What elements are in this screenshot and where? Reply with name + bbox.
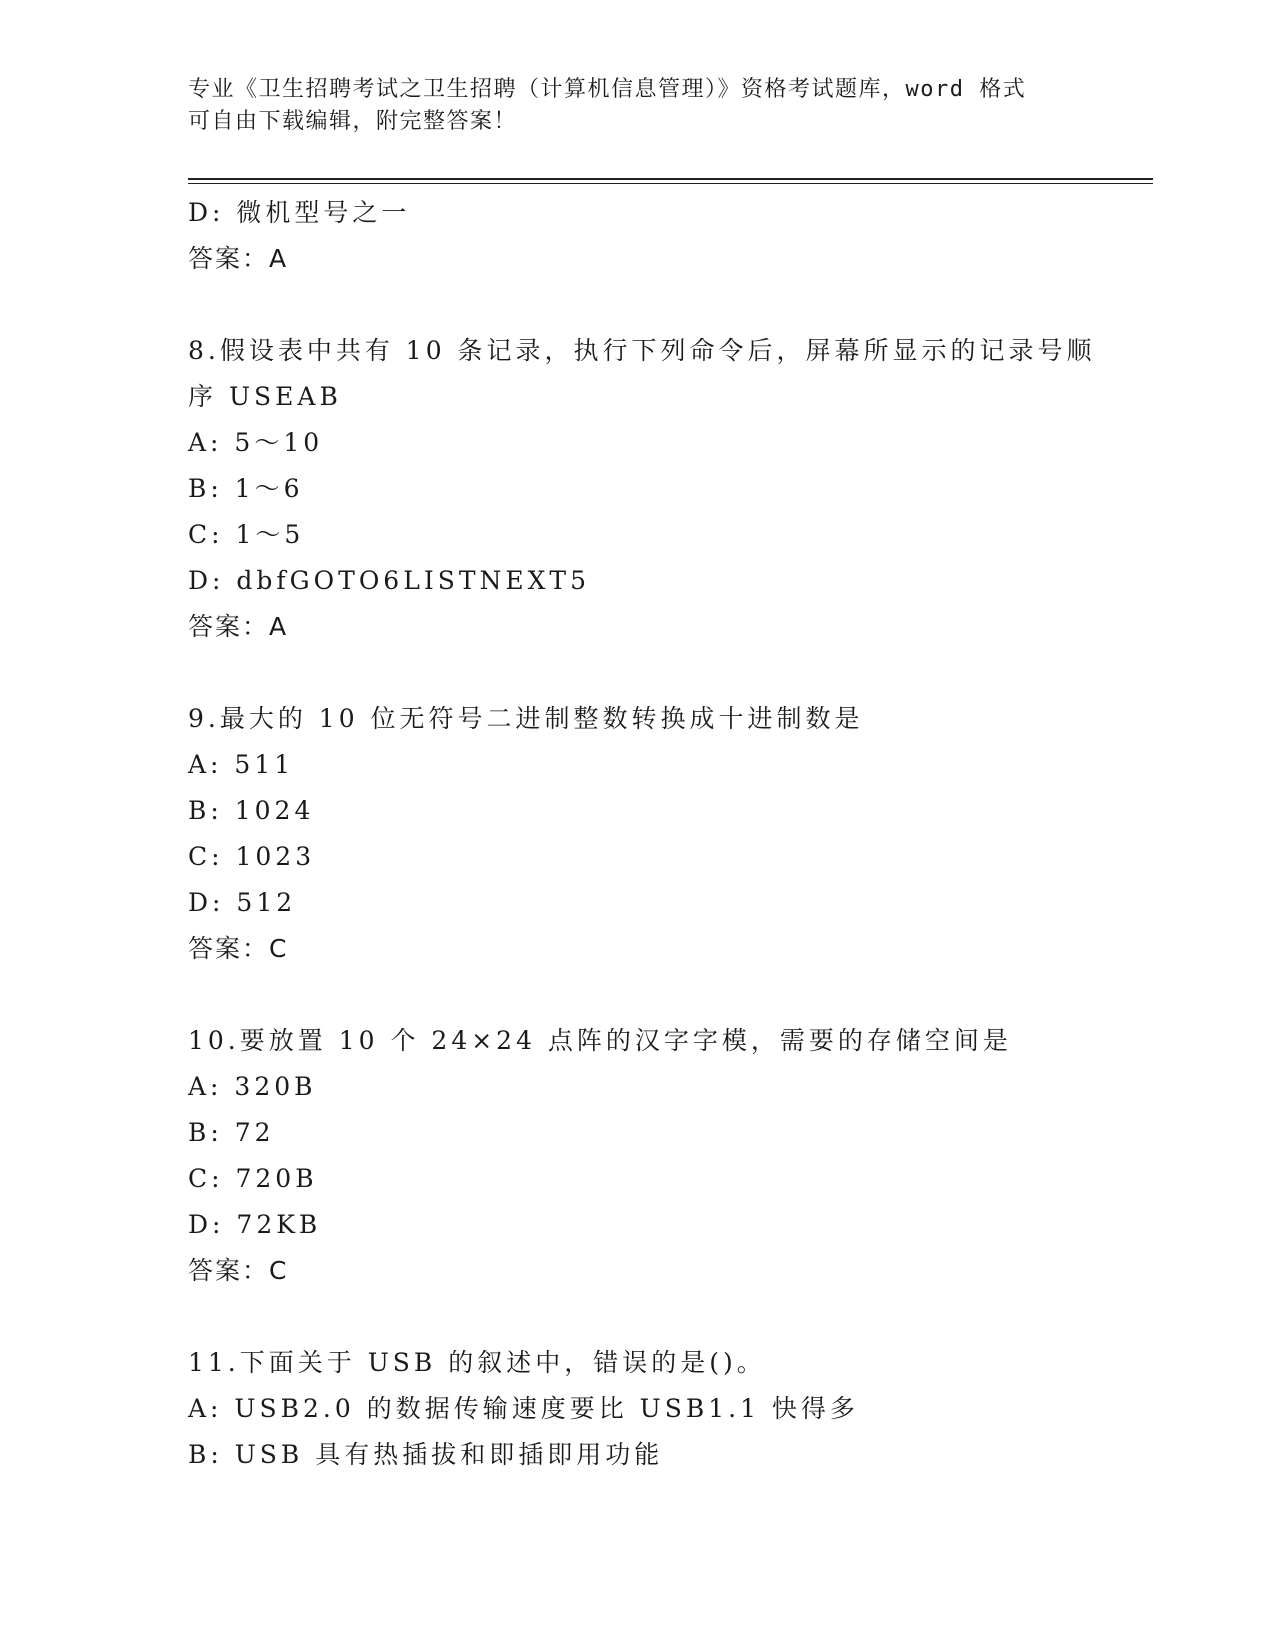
- option-b: B: 1024: [188, 796, 315, 825]
- spacer: [188, 972, 1148, 1018]
- question-stem: 9.最大的 10 位无符号二进制整数转换成十进制数是: [188, 704, 864, 733]
- question-10: [188, 1018, 1148, 1294]
- option-d: D: 微机型号之一: [188, 198, 411, 227]
- answer-line: 答案：C: [188, 1256, 289, 1285]
- question-11: [188, 1340, 1148, 1478]
- option-c: C: 1023: [188, 842, 316, 871]
- header-line-2: 可自由下载编辑，附完整答案！: [188, 109, 518, 134]
- option-c: C: 720B: [188, 1164, 318, 1193]
- question-9: [188, 696, 1148, 972]
- option-a: A: 5～10: [188, 428, 324, 457]
- question-list: [188, 190, 1148, 1478]
- option-b: B: 72: [188, 1118, 275, 1147]
- spacer: [188, 282, 1148, 328]
- answer-line: 答案：A: [188, 612, 289, 641]
- spacer: [188, 650, 1148, 696]
- question-8: [188, 328, 1148, 650]
- option-d: D: 72KB: [188, 1210, 322, 1239]
- answer-line: 答案：C: [188, 934, 289, 963]
- document-header: [188, 74, 1088, 138]
- option-a: A: 511: [188, 750, 295, 779]
- answer-line: 答案：A: [188, 244, 289, 273]
- spacer: [188, 1294, 1148, 1340]
- option-c: C: 1～5: [188, 520, 305, 549]
- header-rule-thick: [188, 178, 1153, 180]
- previous-question-tail: [188, 190, 1148, 282]
- option-b: B: 1～6: [188, 474, 304, 503]
- option-a: A: USB2.0 的数据传输速度要比 USB1.1 快得多: [188, 1394, 859, 1423]
- question-stem-continued: 序 USEAB: [188, 382, 342, 411]
- option-a: A: 320B: [188, 1072, 317, 1101]
- option-b: B: USB 具有热插拔和即插即用功能: [188, 1440, 664, 1469]
- question-stem: 11.下面关于 USB 的叙述中，错误的是()。: [188, 1348, 766, 1377]
- option-d: D: 512: [188, 888, 297, 917]
- question-stem: 10.要放置 10 个 24×24 点阵的汉字字模，需要的存储空间是: [188, 1026, 1012, 1055]
- header-line-1: 专业《卫生招聘考试之卫生招聘（计算机信息管理）》资格考试题库，word 格式: [188, 77, 1027, 102]
- question-stem: 8.假设表中共有 10 条记录，执行下列命令后，屏幕所显示的记录号顺: [188, 336, 1096, 365]
- option-d: D: dbfGOTO6LISTNEXT5: [188, 566, 590, 595]
- header-rule-thin: [188, 183, 1153, 184]
